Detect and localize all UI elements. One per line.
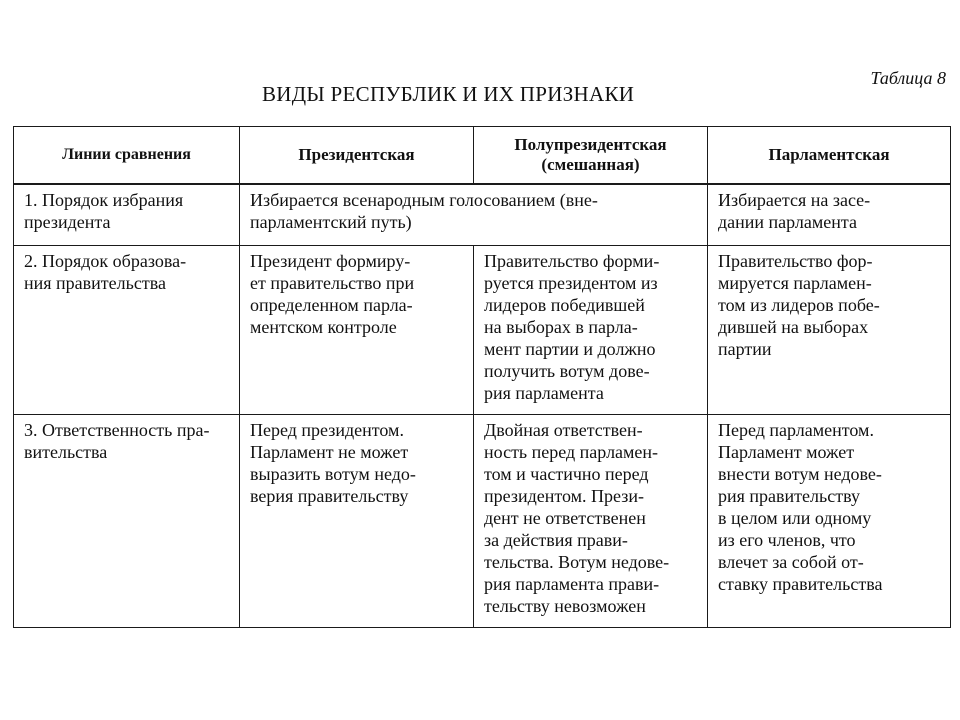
header-comparison-lines: Линии сравнения xyxy=(14,127,240,185)
cell-government-formation-semi: Правительство форми- руется президентом из лидеров победившей на выборах в парла- мент партии и должно получить вотум дове- рия парламента xyxy=(474,246,708,415)
comparison-table xyxy=(13,126,951,628)
header-parliamentary: Парламентская xyxy=(708,127,951,185)
table-header-row xyxy=(14,127,951,185)
header-semi-presidential: Полупрезидентская (смешанная) xyxy=(474,127,708,185)
row-label-government-formation: 2. Порядок образова- ния правительства xyxy=(14,246,240,415)
row-label-government-responsibility: 3. Ответственность пра- вительства xyxy=(14,415,240,628)
page-title: ВИДЫ РЕСПУБЛИК И ИХ ПРИЗНАКИ xyxy=(262,82,635,106)
table-row xyxy=(14,184,951,246)
cell-president-election-presidential-semi: Избирается всенародным голосованием (вне- парламентский путь) xyxy=(240,184,708,246)
header-presidential: Президентская xyxy=(240,127,474,185)
table-row xyxy=(14,415,951,628)
cell-government-responsibility-semi: Двойная ответствен- ность перед парламен- том и частично перед президентом. Прези- дент не ответственен за действия прави- тельства. Вотум недове- рия парламента прави- тельству невозможен xyxy=(474,415,708,628)
table-row xyxy=(14,246,951,415)
cell-government-formation-presidential: Президент формиру- ет правительство при определенном парла- ментском контроле xyxy=(240,246,474,415)
cell-president-election-parliamentary: Избирается на засе- дании парламента xyxy=(708,184,951,246)
cell-government-responsibility-parliamentary: Перед парламентом. Парламент может внести вотум недове- рия правительству в целом или одному из его членов, что влечет за собой от- ставку правительства xyxy=(708,415,951,628)
table-number-label: Таблица 8 xyxy=(870,68,946,88)
cell-government-formation-parliamentary: Правительство фор- мируется парламен- том из лидеров побе- дившей на выборах партии xyxy=(708,246,951,415)
row-label-president-election: 1. Порядок избрания президента xyxy=(14,184,240,246)
cell-government-responsibility-presidential: Перед президентом. Парламент не может выразить вотум недо- верия правительству xyxy=(240,415,474,628)
